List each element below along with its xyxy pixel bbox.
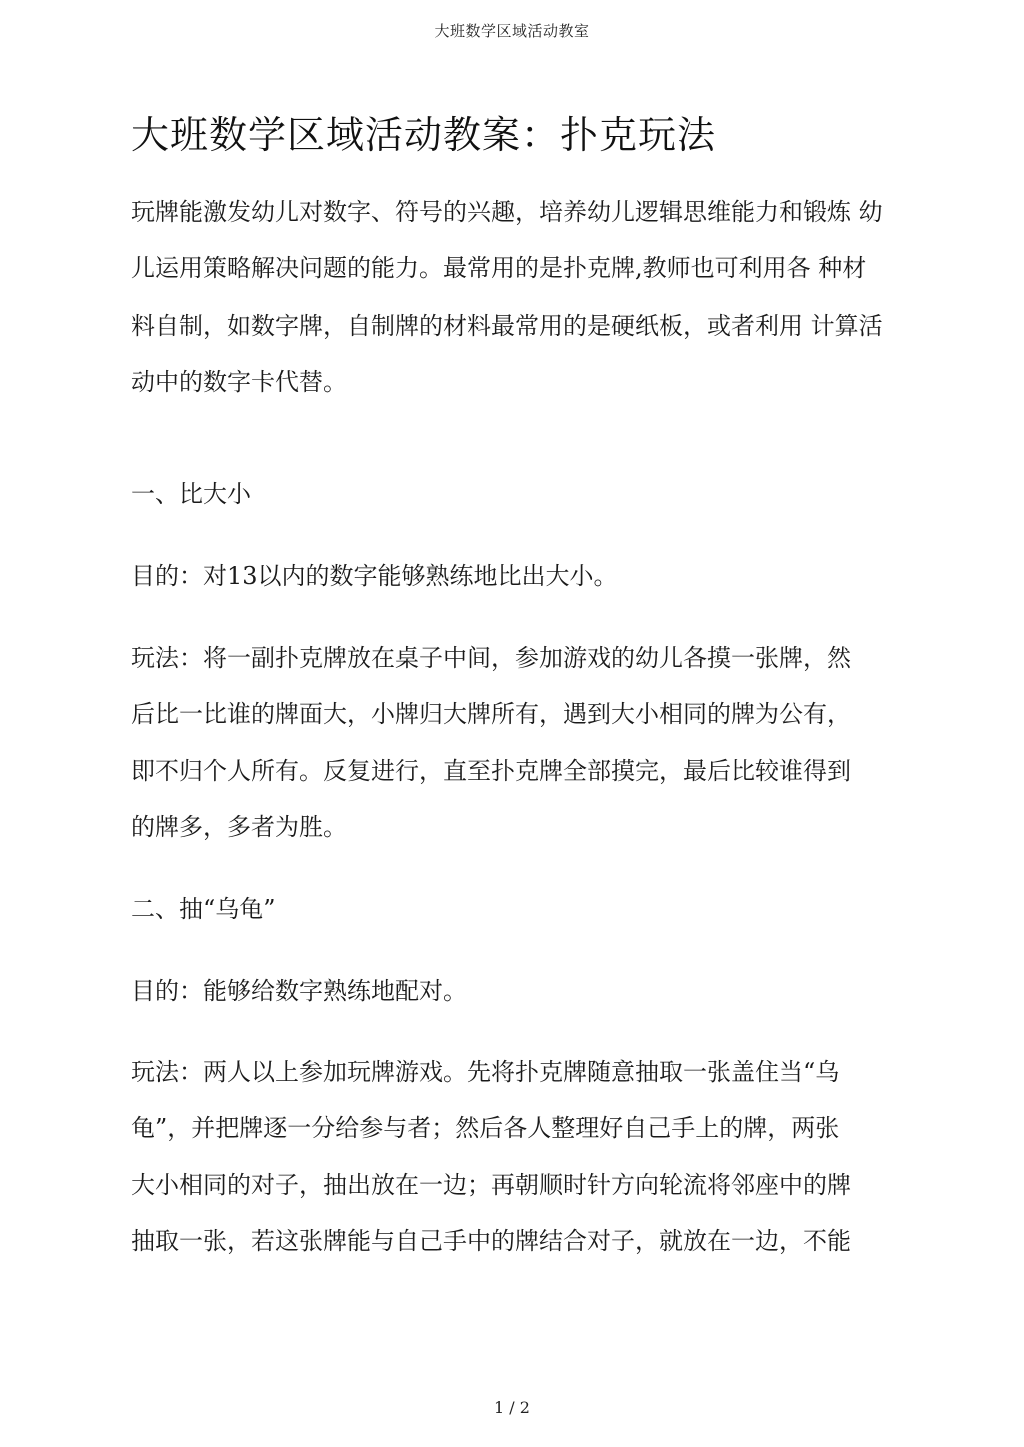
intro-line-3: 料自制，如数字牌，自制牌的材料最常用的是硬纸板，或者利用 计算活 bbox=[131, 312, 883, 340]
section2-heading: 二、抽“乌龟” bbox=[131, 895, 276, 923]
section2-goal: 目的：能够给数字熟练地配对。 bbox=[131, 977, 467, 1005]
section2-play-line-3: 大小相同的对子，抽出放在一边；再朝顺时针方向轮流将邻座中的牌 bbox=[131, 1171, 851, 1199]
section2-play-line-2: 龟”，并把牌逐一分给参与者；然后各人整理好自己手上的牌，两张 bbox=[131, 1114, 840, 1142]
section2-play-line-1: 玩法：两人以上参加玩牌游戏。先将扑克牌随意抽取一张盖住当“乌 bbox=[131, 1058, 840, 1086]
section2-play-line-4: 抽取一张，若这张牌能与自己手中的牌结合对子，就放在一边，不能 bbox=[131, 1227, 851, 1255]
intro-line-2: 儿运用策略解决问题的能力。最常用的是扑克牌,教师也可利用各 种材 bbox=[131, 254, 867, 282]
section1-play-line-3: 即不归个人所有。反复进行，直至扑克牌全部摸完，最后比较谁得到 bbox=[131, 757, 851, 785]
intro-line-1: 玩牌能激发幼儿对数字、符号的兴趣，培养幼儿逻辑思维能力和锻炼 幼 bbox=[131, 198, 883, 226]
document-title: 大班数学区域活动教案：扑克玩法 bbox=[131, 113, 717, 157]
page-number: 1 / 2 bbox=[494, 1398, 530, 1417]
section1-play-line-4: 的牌多，多者为胜。 bbox=[131, 813, 347, 841]
intro-line-4: 动中的数字卡代替。 bbox=[131, 368, 347, 396]
section1-play-line-1: 玩法：将一副扑克牌放在桌子中间，参加游戏的幼儿各摸一张牌，然 bbox=[131, 644, 851, 672]
section1-play-line-2: 后比一比谁的牌面大，小牌归大牌所有，遇到大小相同的牌为公有， bbox=[131, 700, 851, 728]
section1-heading: 一、比大小 bbox=[131, 480, 251, 508]
running-header: 大班数学区域活动教室 bbox=[434, 22, 590, 40]
section1-goal: 目的：对13以内的数字能够熟练地比出大小。 bbox=[131, 562, 618, 590]
